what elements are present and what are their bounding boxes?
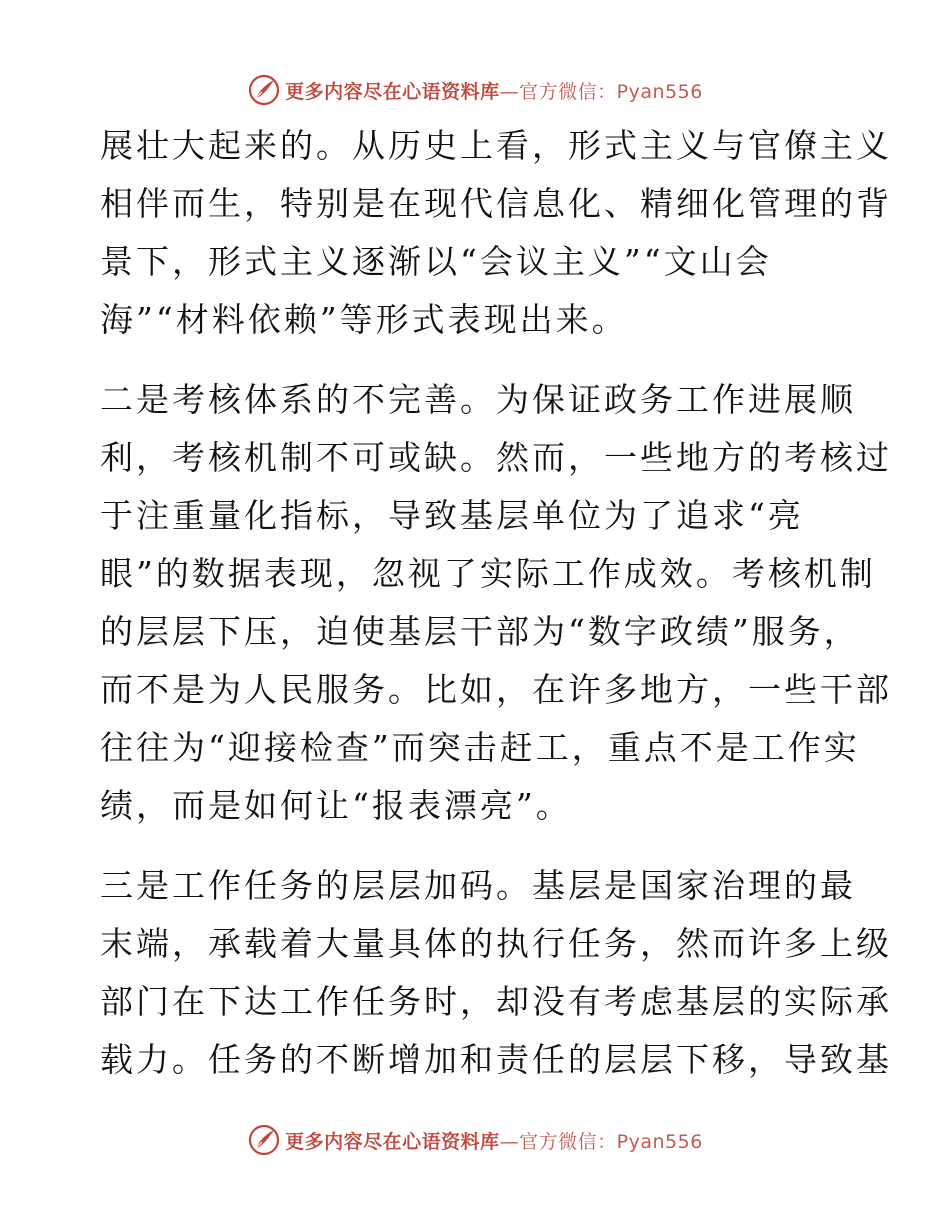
text-line: 利，考核机制不可或缺。然而，一些地方的考核过 [100, 438, 892, 477]
text-line: 末端，承载着大量具体的执行任务，然而许多上级 [100, 924, 892, 963]
text-line: 海”“材料依赖”等形式表现出来。 [100, 300, 628, 339]
text-line: 相伴而生，特别是在现代信息化、精细化管理的背 [100, 184, 892, 223]
text-line: 三是工作任务的层层加码。基层是国家治理的最 [100, 866, 856, 905]
banner-wechat-text: 官方微信：Pyan556 [519, 80, 703, 103]
text-line: 部门在下达工作任务时，却没有考虑基层的实际承 [100, 982, 892, 1021]
text-line: 二是考核体系的不完善。为保证政务工作进展顺 [100, 380, 856, 419]
banner-separator: — [499, 80, 520, 103]
paragraph [100, 371, 892, 835]
text-line: 载力。任务的不断增加和责任的层层下移，导致基 [100, 1040, 892, 1079]
text-line: 的层层下压，迫使基层干部为“数字政绩”服务， [100, 612, 860, 651]
footer-banner [0, 1120, 950, 1160]
banner-text [285, 77, 703, 104]
paragraph [100, 117, 892, 349]
quill-logo-icon [247, 73, 281, 107]
text-line: 绩，而是如何让“报表漂亮”。 [100, 786, 572, 825]
document-body [100, 117, 892, 1089]
quill-logo-icon [247, 1123, 281, 1157]
text-line: 于注重量化指标，导致基层单位为了追求“亮 [100, 496, 804, 535]
banner-wechat-text: 官方微信：Pyan556 [519, 1130, 703, 1153]
text-line: 景下，形式主义逐渐以“会议主义”“文山会 [100, 242, 772, 281]
text-line: 往往为“迎接检查”而突击赶工，重点不是工作实 [100, 728, 860, 767]
banner-site-text: 更多内容尽在心语资料库 [285, 80, 500, 103]
paragraph [100, 857, 892, 1089]
text-line: 眼”的数据表现，忽视了实际工作成效。考核机制 [100, 554, 876, 593]
text-line: 展壮大起来的。从历史上看，形式主义与官僚主义 [100, 126, 892, 165]
banner-text [285, 1127, 703, 1154]
text-line: 而不是为人民服务。比如，在许多地方，一些干部 [100, 670, 892, 709]
banner-site-text: 更多内容尽在心语资料库 [285, 1130, 500, 1153]
header-banner [0, 70, 950, 110]
banner-separator: — [499, 1130, 520, 1153]
